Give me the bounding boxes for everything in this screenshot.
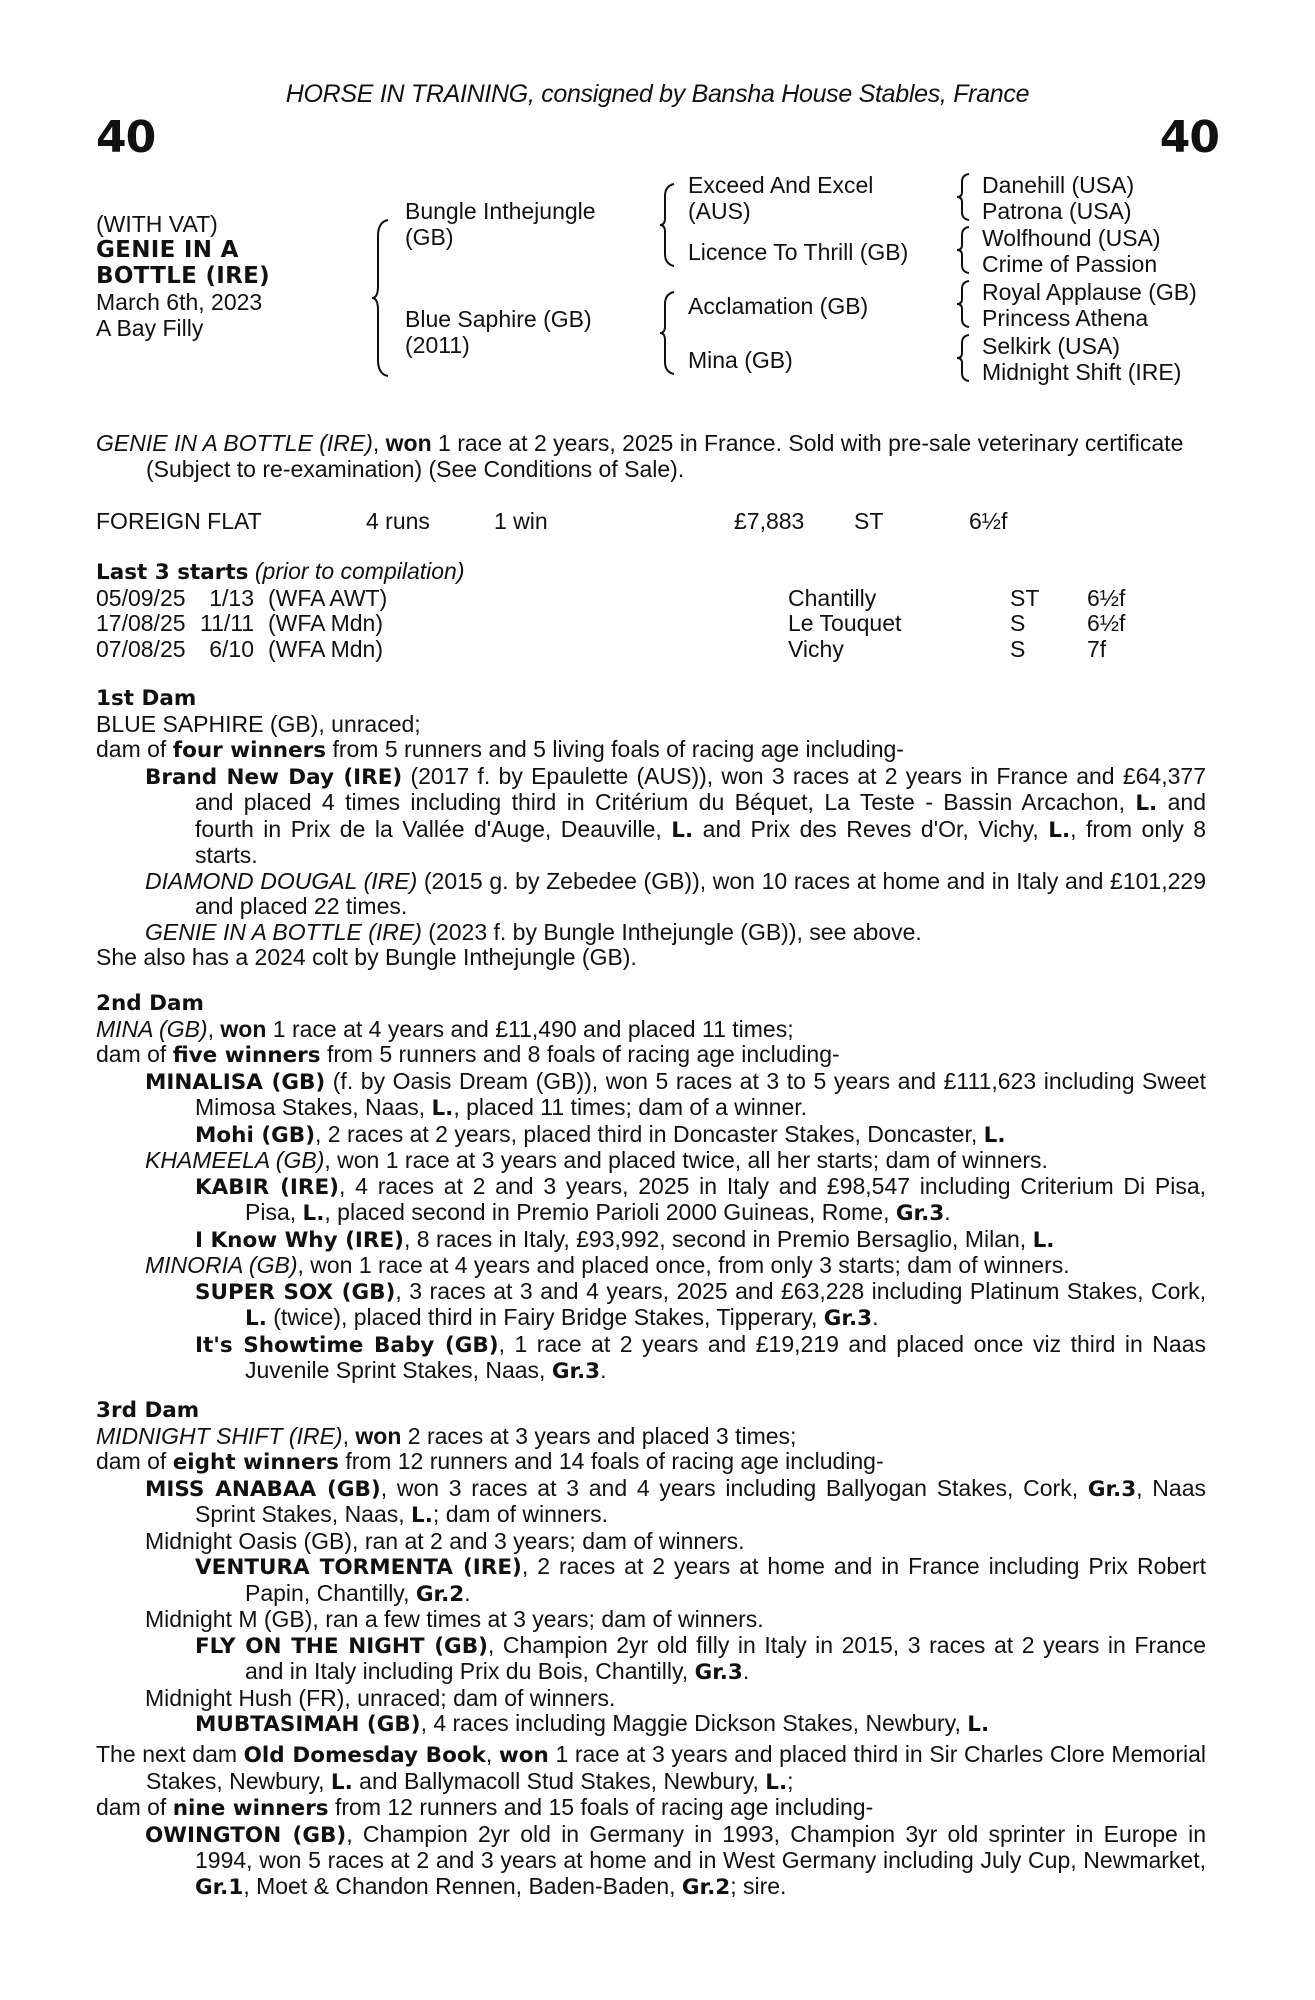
pedigree-g3-1: Danehill (USA) <box>982 172 1135 198</box>
text: , won 1 race at 4 years and placed once, from only 3 starts; dam of winners. <box>297 1252 1070 1278</box>
text: , won 1 race at 3 years and placed twice, all her starts; dam of winners. <box>324 1147 1048 1173</box>
produce-entry: KABIR (IRE), 4 races at 2 and 3 years, 2025 in Italy and £98,547 including Criterium Di Pisa, Pisa, L., placed second in Premio Parioli 2000 Guineas, Rome, Gr.3. <box>195 1172 1207 1226</box>
pedigree-sire-dam: Licence To Thrill (GB) <box>688 239 909 265</box>
produce-name: SUPER SOX (GB) <box>195 1279 396 1305</box>
text: dam of <box>96 1448 173 1474</box>
produce-entry: FLY ON THE NIGHT (GB), Champion 2yr old filly in Italy in 2015, 3 races at 2 years in France and in Italy including Prix du Bois, Chantilly, Gr.3. <box>195 1631 1206 1685</box>
produce-entry: It's Showtime Baby (GB), 1 race at 2 years and £19,219 and placed once viz third in Naas Juvenile Sprint Stakes, Naas, Gr.3. <box>195 1330 1207 1384</box>
text: 1 race at 3 years and placed third in Sir Charles Clore Memorial Stakes, Newbury, <box>146 1741 1206 1794</box>
summary-paragraph: GENIE IN A BOTTLE (IRE), won 1 race at 2 years, 2025 in France. Sold with pre-sale veterinary certificate (Subject to re-examination) (See Conditions of Sale). <box>96 430 1184 482</box>
produce-name: I Know Why (IRE) <box>195 1227 404 1253</box>
text: , Moet & Chandon Rennen, Baden-Baden, <box>243 1872 682 1899</box>
start-distance: 6½f <box>1087 584 1126 611</box>
produce-entry <box>96 1069 1206 1122</box>
text: , 2 races at 2 years, placed third in Doncaster Stakes, Doncaster, <box>315 1120 984 1147</box>
consignment-header: HORSE IN TRAINING, consigned by Bansha House Stables, France <box>285 80 1030 108</box>
record-runs: 4 runs <box>366 508 430 534</box>
text: , Champion 2yr old in Germany in 1993, Champion 3yr old sprinter in Europe in 1994, won 5 races at 2 and 3 years at home and in West Germany including July Cup, Newmarket, <box>195 1820 1206 1873</box>
start-course: Vichy <box>788 635 844 662</box>
produce-name: Brand New Day (IRE) <box>145 764 403 790</box>
text: dam of <box>96 1041 173 1067</box>
produce-entry <box>96 1822 1206 1901</box>
start-row <box>96 611 1206 637</box>
dam-year: (2011) <box>405 332 470 358</box>
group-mark: Gr.1 <box>195 1874 244 1900</box>
produce-name: MISS ANABAA (GB) <box>145 1476 381 1502</box>
text: and Prix des Reves d'Or, Vichy, <box>693 815 1049 842</box>
text: , Naas Sprint Stakes, Naas, <box>195 1474 1206 1527</box>
pedigree-brace-generation-1 <box>370 218 394 378</box>
last-starts <box>96 559 1206 662</box>
start-going: S <box>1010 635 1026 662</box>
text: , 8 races in Italy, £93,992, second in Premio Bersaglio, Milan, <box>404 1225 1033 1252</box>
text: , 1 race at 2 years and £19,219 and placed once viz third in Naas Juvenile Sprint Stakes, Naas, <box>245 1330 1207 1383</box>
produce-name: It's Showtime Baby (GB) <box>195 1332 499 1358</box>
first-dam-section <box>96 686 1206 971</box>
text: from 12 runners and 14 foals of racing age including- <box>338 1448 884 1474</box>
text: and Ballymacoll Stud Stakes, Newbury, <box>352 1767 766 1794</box>
group-mark: Gr.3 <box>895 1201 945 1226</box>
group-mark: Gr.2 <box>415 1581 465 1607</box>
text: (2017 f. by Epaulette (AUS)), won 3 races at 2 years in France and £64,377 and placed 4 times including third in Critérium du Béquet, La Teste - Bassin Arcachon, <box>195 762 1206 815</box>
listed-mark: L. <box>302 1201 325 1226</box>
record-distance: 6½f <box>969 508 1008 534</box>
text: , 4 races including Maggie Dickson Stakes, Newbury, <box>420 1710 968 1736</box>
produce-name: KHAMEELA (GB) <box>145 1147 325 1173</box>
winners-count: nine winners <box>172 1796 329 1821</box>
start-position: 6/10 <box>209 635 254 662</box>
produce-entry: Midnight Hush (FR), unraced; dam of winners. <box>145 1684 616 1711</box>
produce-name: MINORIA (GB) <box>145 1252 298 1278</box>
pedigree-brace-g3-2 <box>955 225 973 275</box>
text: The next dam <box>96 1741 244 1767</box>
pedigree-g3-2: Patrona (USA) <box>982 198 1132 224</box>
text: , placed second in Premio Parioli 2000 Guineas, Rome, <box>324 1199 896 1225</box>
produce-name: FLY ON THE NIGHT (GB) <box>195 1633 488 1659</box>
start-position: 11/11 <box>200 610 255 636</box>
next-dam-intro: The next dam Old Domesday Book, won 1 race at 3 years and placed third in Sir Charles Clore Memorial Stakes, Newbury, L. and Ballymacoll Stud Stakes, Newbury, L.; <box>96 1741 1206 1795</box>
first-dam-additional-foal: She also has a 2024 colt by Bungle Inthejungle (GB). <box>96 944 637 970</box>
third-dam-produce-summary <box>96 1449 1206 1476</box>
group-mark: Gr.3 <box>551 1359 601 1384</box>
pedigree-dam <box>405 306 592 358</box>
produce-name: OWINGTON (GB) <box>145 1822 347 1848</box>
record-row <box>96 509 1206 535</box>
produce-entry <box>96 1122 1206 1149</box>
start-row <box>96 637 1206 663</box>
text: , 3 races at 3 and 4 years, 2025 and £63,228 including Platinum Stakes, Cork, <box>395 1277 1207 1304</box>
produce-entry: SUPER SOX (GB), 3 races at 3 and 4 years, 2025 and £63,228 including Platinum Stakes, Cork, L. (twice), placed third in Fairy Bridge Stakes, Tipperary, Gr.3. <box>195 1277 1207 1331</box>
sire-sire-name: Exceed And Excel <box>688 172 874 198</box>
listed-mark: L. <box>245 1306 267 1331</box>
horse-name-line2: BOTTLE (IRE) <box>96 263 270 289</box>
sire-name: Bungle Inthejungle <box>405 198 596 224</box>
horse-info <box>96 211 270 341</box>
winners-count: eight winners <box>172 1450 339 1475</box>
pedigree-g3-4: Crime of Passion <box>982 251 1158 277</box>
next-dam-produce-summary <box>96 1795 1206 1822</box>
race-summary <box>96 431 1206 482</box>
text: dam of <box>96 1794 173 1820</box>
won-label: won <box>355 1422 402 1449</box>
text: , 2 races at 2 years at home and in France including Prix Robert Papin, Chantilly, <box>245 1553 1206 1606</box>
lot-number-left: 40 <box>96 112 156 163</box>
pedigree-brace-dam <box>658 290 678 376</box>
racing-record <box>96 509 1206 535</box>
text: , Champion 2yr old filly in Italy in 2015, 3 races at 2 years in France and in Italy including Prix du Bois, Chantilly, <box>245 1631 1206 1684</box>
produce-name: MUBTASIMAH (GB) <box>195 1712 421 1737</box>
group-mark: Gr.3 <box>1087 1476 1137 1502</box>
produce-entry <box>96 1476 1206 1529</box>
group-mark: Gr.2 <box>681 1874 731 1900</box>
second-dam-produce-summary <box>96 1042 1206 1069</box>
winners-count: four winners <box>172 738 327 763</box>
produce-entry <box>96 1711 1206 1738</box>
text: (2015 g. by Zebedee (GB)), won 10 races at home and in Italy and £101,229 and placed 22 times. <box>195 867 1206 919</box>
start-going: ST <box>1010 584 1040 611</box>
record-wins: 1 win <box>494 508 548 534</box>
record-going: ST <box>854 508 884 534</box>
text: (twice), placed third in Fairy Bridge Stakes, Tipperary, <box>266 1304 824 1330</box>
start-row <box>96 586 1206 612</box>
second-dam-title: 2nd Dam <box>96 991 204 1016</box>
horse-description: A Bay Filly <box>96 315 204 341</box>
listed-mark: L. <box>411 1503 433 1528</box>
listed-mark: L. <box>671 817 694 843</box>
last-starts-title: Last 3 starts <box>96 560 249 585</box>
text: ; dam of winners. <box>432 1501 609 1527</box>
first-dam-intro: BLUE SAPHIRE (GB), unraced; <box>96 710 421 737</box>
text: dam of <box>96 736 173 762</box>
foaling-date: March 6th, 2023 <box>96 289 263 315</box>
won-label: won <box>220 1015 267 1042</box>
winners-count: five winners <box>172 1043 321 1068</box>
group-mark: Gr.3 <box>694 1660 743 1685</box>
pedigree-g3-7: Selkirk (USA) <box>982 333 1121 359</box>
dam-name: Blue Saphire (GB) <box>405 306 592 332</box>
text: , placed 11 times; dam of a winner. <box>453 1094 808 1120</box>
start-date: 17/08/25 <box>96 610 186 636</box>
start-distance: 6½f <box>1087 610 1126 636</box>
listed-mark: L. <box>967 1712 990 1737</box>
start-date: 07/08/25 <box>96 635 186 662</box>
produce-name: DIAMOND DOUGAL (IRE) <box>145 867 418 894</box>
produce-name: KABIR (IRE) <box>195 1174 339 1200</box>
text: from 5 runners and 5 living foals of racing age including- <box>326 736 904 762</box>
pedigree-g3-8: Midnight Shift (IRE) <box>982 359 1182 385</box>
listed-mark: L. <box>765 1769 788 1795</box>
third-dam-intro: MIDNIGHT SHIFT (IRE), won 2 races at 3 years and placed 3 times; <box>96 1422 797 1449</box>
last-starts-note: (prior to compilation) <box>254 558 465 584</box>
listed-mark: L. <box>983 1122 1006 1148</box>
pedigree-brace-g3-4 <box>955 333 973 383</box>
listed-mark: L. <box>1135 791 1158 816</box>
vat-label: (WITH VAT) <box>96 211 218 237</box>
record-type: FOREIGN FLAT <box>96 508 262 534</box>
sire-country: (GB) <box>405 224 454 250</box>
produce-name: VENTURA TORMENTA (IRE) <box>195 1555 522 1580</box>
produce-entry <box>96 1148 1206 1174</box>
horse-name-line1: GENIE IN A <box>96 237 239 263</box>
produce-entry: Midnight Oasis (GB), ran at 2 and 3 years; dam of winners. <box>145 1527 745 1554</box>
text: and fourth in Prix de la Vallée d'Auge, Deauville, <box>195 789 1206 842</box>
pedigree-brace-sire <box>658 182 678 268</box>
produce-name: Mohi (GB) <box>195 1122 316 1148</box>
produce-name: MINALISA (GB) <box>145 1069 326 1095</box>
third-dam-section <box>96 1398 1206 1738</box>
pedigree-g3-5: Royal Applause (GB) <box>982 279 1197 305</box>
dam-name: MIDNIGHT SHIFT (IRE) <box>96 1422 343 1449</box>
group-mark: Gr.3 <box>823 1306 873 1331</box>
first-dam-title: 1st Dam <box>96 686 197 711</box>
pedigree-sire-sire <box>688 172 873 224</box>
produce-entry <box>96 1227 1206 1254</box>
produce-entry <box>96 869 1206 920</box>
start-distance: 7f <box>1087 635 1107 662</box>
text: (f. by Oasis Dream (GB)), won 5 races at 3 to 5 years and £111,623 including Sweet Mimosa Stakes, Naas, <box>195 1067 1206 1120</box>
text: (2023 f. by Bungle Inthejungle (GB)), see above. <box>421 918 922 945</box>
produce-name: GENIE IN A BOTTLE (IRE) <box>145 918 422 945</box>
produce-entry <box>96 920 1206 946</box>
start-position: 1/13 <box>209 584 254 611</box>
produce-entry <box>96 764 1206 869</box>
listed-mark: L. <box>330 1769 353 1795</box>
won-label: won <box>498 1743 549 1768</box>
text: ; sire. <box>730 1872 787 1899</box>
start-race: (WFA Mdn) <box>268 610 384 636</box>
record-earnings: £7,883 <box>734 508 805 534</box>
listed-mark: L. <box>431 1096 454 1121</box>
start-date: 05/09/25 <box>96 584 186 611</box>
summary-won: won <box>385 430 432 456</box>
produce-entry: VENTURA TORMENTA (IRE), 2 races at 2 years at home and in France including Prix Robert Papin, Chantilly, Gr.2. <box>195 1553 1206 1607</box>
sire-sire-country: (AUS) <box>688 198 751 224</box>
pedigree-sire <box>405 198 596 250</box>
text: from 5 runners and 8 foals of racing age including- <box>320 1041 840 1067</box>
summary-text: 1 race at 2 years, 2025 in France. Sold with pre-sale veterinary certificate (Subject to re-examination) (See Conditions of Sale). <box>146 430 1184 482</box>
pedigree-dam-sire: Acclamation (GB) <box>688 293 869 319</box>
summary-horse-name: GENIE IN A BOTTLE (IRE) <box>96 430 373 456</box>
start-race: (WFA AWT) <box>268 584 388 611</box>
start-course: Chantilly <box>788 584 877 611</box>
text: , from only 8 starts. <box>195 815 1207 868</box>
lot-number-right: 40 <box>1159 112 1219 163</box>
produce-entry: Midnight M (GB), ran a few times at 3 years; dam of winners. <box>145 1606 764 1632</box>
start-going: S <box>1010 610 1026 636</box>
listed-mark: L. <box>1048 817 1071 843</box>
pedigree-g3-3: Wolfhound (USA) <box>982 225 1161 251</box>
text: 2 races at 3 years and placed 3 times; <box>401 1422 797 1449</box>
second-dam-section <box>96 991 1206 1385</box>
pedigree-brace-g3-1 <box>955 172 973 222</box>
last-starts-heading <box>96 559 1206 586</box>
dam-name: Old Domesday Book <box>243 1743 486 1768</box>
second-dam-intro: MINA (GB), won 1 race at 4 years and £11,490 and placed 11 times; <box>96 1015 794 1042</box>
next-dam-section <box>96 1742 1206 1900</box>
dam-name: MINA (GB) <box>96 1015 208 1042</box>
start-race: (WFA Mdn) <box>268 635 384 662</box>
text: 1 race at 4 years and £11,490 and placed 11 times; <box>266 1015 794 1042</box>
pedigree-dam-dam: Mina (GB) <box>688 347 793 373</box>
listed-mark: L. <box>1032 1227 1055 1253</box>
first-dam-produce-summary <box>96 737 1206 764</box>
produce-entry <box>96 1253 1206 1279</box>
pedigree-brace-g3-3 <box>955 279 973 329</box>
text: , 4 races at 2 and 3 years, 2025 in Italy and £98,547 including Criterium Di Pisa, Pisa, <box>245 1172 1207 1225</box>
text: , won 3 races at 3 and 4 years including Ballyogan Stakes, Cork, <box>380 1474 1088 1501</box>
text: from 12 runners and 15 foals of racing age including- <box>328 1794 874 1820</box>
third-dam-title: 3rd Dam <box>96 1398 200 1423</box>
start-course: Le Touquet <box>788 610 902 636</box>
pedigree-g3-6: Princess Athena <box>982 305 1149 331</box>
